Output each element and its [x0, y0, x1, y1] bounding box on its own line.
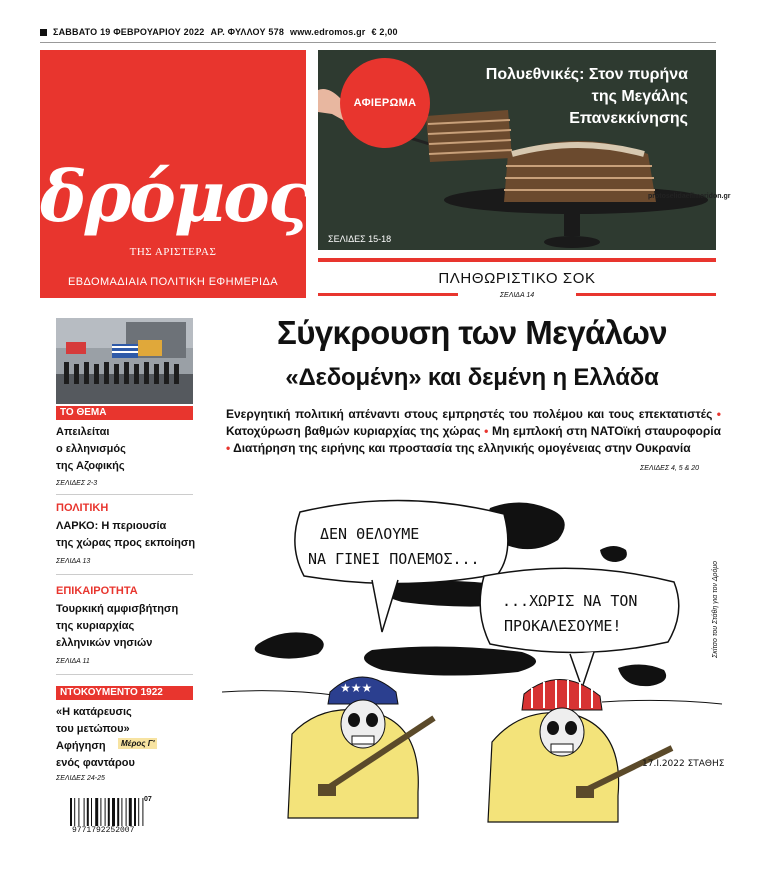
feature-title-line: της Μεγάλης: [591, 88, 688, 105]
section-line: ο ελληνισμός: [56, 443, 126, 455]
section-line: Αφήγηση: [56, 740, 106, 752]
lead-part: Μη εμπλοκή στη ΝΑΤΟϊκή σταυροφορία: [491, 424, 721, 438]
lead-part: Διατήρηση της ειρήνης και προστασία της ελληνικής ομογένειας στην Ουκρανία: [233, 441, 691, 455]
bubble2-line2: ΠΡΟΚΑΛΕΣΟΥΜΕ!: [504, 617, 622, 635]
lead-part: Κατοχύρωση βαθμών κυριαρχίας της χώρας: [226, 424, 481, 438]
cartoon: [222, 492, 732, 840]
section-page: ΣΕΛΙΔΕΣ 24-25: [56, 775, 105, 782]
section-text: [56, 424, 196, 475]
barcode-bar: [108, 798, 110, 826]
watermark: protoselidaefimeridon.gr: [648, 193, 731, 200]
section-page: ΣΕΛΙΔΑ 13: [56, 558, 91, 565]
masthead: [40, 50, 309, 298]
barcode-bar: [84, 798, 85, 826]
section-head: ΝΤΟΚΟΥΜΕΝΤΟ 1922: [56, 686, 193, 700]
lead-pages: ΣΕΛΙΔΕΣ 4, 5 & 20: [640, 465, 700, 472]
bullet-icon: •: [484, 424, 489, 438]
section-line: ΛΑΡΚΟ: Η περιουσία: [56, 520, 167, 532]
cartoon-signature: 17.Ι.2022 ΣΤΑΘΗΣ: [642, 759, 725, 769]
barcode-bar: [112, 798, 115, 826]
price: € 2,00: [371, 27, 398, 37]
section-head: ΕΠΙΚΑΙΡΟΤΗΤΑ: [56, 585, 138, 597]
logo-subtitle: ΤΗΣ ΑΡΙΣΤΕΡΑΣ: [129, 246, 217, 258]
feature-title-line: Επανεκκίνησης: [569, 110, 688, 127]
logo: δρόμος: [40, 155, 309, 238]
divider: [56, 674, 193, 675]
part-badge: Μέρος Γ': [118, 738, 157, 749]
barcode-issue: 07: [144, 796, 152, 803]
barcode-number: 9771792252007: [72, 826, 135, 835]
cartoon-credit: Σκίτσο του Στάθη για τον Δρόμο: [712, 560, 719, 658]
bullet-icon: •: [716, 407, 721, 421]
barcode-bar: [74, 798, 75, 826]
bubble2-line1: ...ΧΩΡΙΣ ΝΑ ΤΟΝ: [502, 592, 638, 610]
section-line: της Αζοφικής: [56, 460, 125, 472]
section-head: ΤΟ ΘΕΜΑ: [56, 406, 193, 420]
square-bullet-icon: [40, 29, 47, 36]
feature-badge: ΑΦΙΕΡΩΜΑ: [340, 58, 430, 148]
divider: [56, 574, 193, 575]
svg-text:★★★: ★★★: [340, 681, 373, 695]
barcode-bar: [134, 798, 136, 826]
lead-part: Ενεργητική πολιτική απέναντι στους εμπρηστές του πολέμου και τους επεκτατιστές: [226, 407, 713, 421]
bubble1-line1: ΔΕΝ ΘΕΛΟΥΜΕ: [320, 525, 420, 543]
feature-title-line: Πολυεθνικές: Στον πυρήνα: [485, 66, 688, 83]
section-line: της κυριαρχίας: [56, 620, 135, 632]
parade-image: [56, 318, 193, 404]
barcode-bar: [91, 798, 92, 826]
bubble1-line2: ΝΑ ΓΙΝΕΙ ΠΟΛΕΜΟΣ...: [308, 550, 480, 568]
barcode-bar: [105, 798, 106, 826]
main-subhead: «Δεδομένη» και δεμένη η Ελλάδα: [285, 364, 659, 391]
barcode-bar: [100, 798, 101, 826]
section-head: ΠΟΛΙΤΙΚΗ: [56, 502, 109, 514]
tagline: ΕΒΔΟΜΑΔΙΑΙΑ ΠΟΛΙΤΙΚΗ ΕΦΗΜΕΡΙΔΑ: [68, 276, 278, 288]
feature-title: [428, 64, 688, 130]
shock-page: ΣΕΛΙΔΑ 14: [499, 292, 535, 299]
section-line: Απειλείται: [56, 426, 110, 438]
top-divider: [40, 42, 716, 43]
red-divider: [318, 258, 716, 262]
section-text: [56, 518, 196, 552]
barcode-bar: [95, 798, 98, 826]
barcode-bar: [117, 798, 119, 826]
section-page: ΣΕΛΙΔΕΣ 2-3: [56, 480, 98, 487]
website: www.edromos.gr: [290, 27, 366, 37]
issue-info-bar: [40, 27, 404, 37]
barcode-bar: [121, 798, 122, 826]
main-headline: Σύγκρουση των Μεγάλων: [276, 314, 668, 351]
barcode-bar: [87, 798, 89, 826]
section-line: του μετώπου»: [56, 723, 130, 735]
section-line: ενός φαντάρου: [56, 757, 135, 769]
barcode-bar: [70, 798, 72, 826]
soldier-left: [288, 677, 434, 818]
issue-number: ΑΡ. ΦΥΛΛΟΥ 578: [210, 27, 285, 37]
section-line: της χώρας προς εκποίηση: [56, 537, 196, 549]
barcode-bar: [126, 798, 127, 826]
section-line: Τουρκική αμφισβήτηση: [56, 603, 179, 615]
barcode-bar: [78, 798, 79, 826]
feature-pages: ΣΕΛΙΔΕΣ 15-18: [328, 234, 392, 244]
parade-photo: [56, 318, 193, 404]
barcode-bar: [138, 798, 139, 826]
bullet-icon: •: [226, 441, 231, 455]
section-line: ελληνικών νησιών: [56, 637, 153, 649]
section-line: «Η κατάρευσις: [56, 706, 132, 718]
divider: [56, 494, 193, 495]
issue-date: ΣΑΒΒΑΤΟ 19 ΦΕΒΡΟΥΑΡΙΟΥ 2022: [53, 27, 205, 37]
shock-title: ΠΛΗΘΩΡΙΣΤΙΚΟ ΣΟΚ: [438, 270, 596, 287]
barcode-bar: [129, 798, 132, 826]
section-text: [56, 601, 196, 652]
lead-paragraph: [226, 406, 721, 457]
section-page: ΣΕΛΙΔΑ 11: [56, 658, 90, 665]
feature-box: [318, 50, 716, 250]
